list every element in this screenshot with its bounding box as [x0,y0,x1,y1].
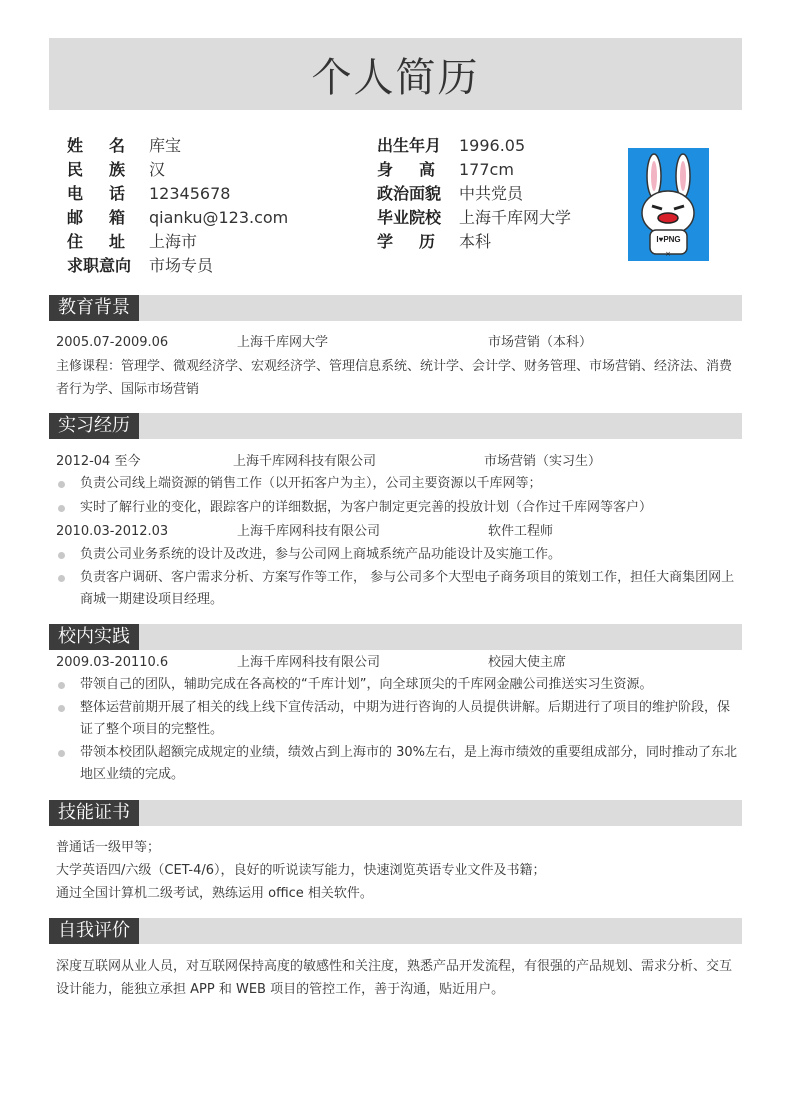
info-label: 姓 名 [67,136,125,155]
info-label: 出生年月 [377,136,442,155]
info-label: 身 高 [377,160,435,179]
section-title: 校内实践 [49,624,139,650]
campus-row [56,652,567,674]
section-title: 自我评价 [49,918,139,944]
info-value: 本科 [459,232,492,251]
title-banner [49,38,742,110]
bullet-icon [58,705,65,712]
info-job-intent [67,254,213,278]
info-value: 12345678 [149,184,231,203]
photo-caption: I♥PNG [656,235,681,244]
skill-line: 普通话一级甲等； [56,840,161,855]
section-title: 实习经历 [49,413,139,439]
bullet-icon [58,481,65,488]
bullet-icon [58,552,65,559]
info-label: 电 话 [67,184,125,203]
section-skills [49,800,742,826]
info-label: 求职意向 [67,256,132,275]
campus-role: 校园大使主席 [488,655,567,670]
list-item: 带领本校团队超额完成规定的业绩，绩效占到上海市的 30%左右，是上海市绩效的重要组成部分，同时推动了东北地区业绩的完成。 [58,742,742,786]
internship-row [56,451,602,473]
bullet-icon [58,575,65,582]
internship-role: 市场营销（实习生） [484,454,602,469]
info-ethnicity [67,158,165,182]
info-value: 177cm [459,160,514,179]
section-internship [49,413,742,439]
info-email [67,206,288,230]
info-value: qianku@123.com [149,208,289,227]
info-value: 汉 [149,160,166,179]
info-degree [377,230,491,254]
info-label: 毕业院校 [377,208,442,227]
internship-period: 2012-04 至今 [56,454,141,469]
page-title: 个人简历 [311,54,480,101]
info-value: 1996.05 [459,136,526,155]
education-row [56,332,593,354]
info-value: 上海市 [149,232,198,251]
education-courses: 主修课程：管理学、微观经济学、宏观经济学、管理信息系统、统计学、会计学、财务管理、市场营销、经济法、消费者行为学、国际市场营销 [56,359,733,397]
skill-line: 大学英语四/六级（CET-4/6），良好的听说读写能力，快速浏览英语专业文件及书籍； [56,863,546,878]
info-name [67,134,181,158]
bullet-icon [58,750,65,757]
info-label: 政治面貌 [377,184,442,203]
list-item: 负责公司线上端资源的销售工作（以开拓客户为主），公司主要资源以千库网等； [58,473,742,495]
info-political [377,182,523,206]
education-period: 2005.07-2009.06 [56,335,169,350]
internship-company: 上海千库网科技有限公司 [233,454,377,469]
section-campus [49,624,742,650]
info-label: 住 址 [67,232,125,251]
list-item: 实时了解行业的变化，跟踪客户的详细数据，为客户制定更完善的投放计划（合作过千库网等客户） [58,497,742,519]
bullet-icon [58,505,65,512]
campus-period: 2009.03-20110.6 [56,655,169,670]
list-item: 带领自己的团队，辅助完成在各高校的“千库计划”，向全球顶尖的千库网金融公司推送实习生资源。 [58,674,742,696]
internship-company: 上海千库网科技有限公司 [237,524,381,539]
info-value: 市场专员 [149,256,214,275]
info-label: 学 历 [377,232,435,251]
internship-row [56,521,554,543]
internship-period: 2010.03-2012.03 [56,524,169,539]
rabbit-mascot-icon [628,148,709,261]
list-item: 整体运营前期开展了相关的线上线下宣传活动，中期为进行咨询的人员提供讲解。后期进行了项目的维护阶段，保证了整个项目的完整性。 [58,697,742,741]
section-title: 教育背景 [49,295,139,321]
info-label: 民 族 [67,160,125,179]
self-evaluation-text: 深度互联网从业人员，对互联网保持高度的敏感性和关注度，熟悉产品开发流程，有很强的产品规划、需求分析、交互设计能力，能独立承担 APP 和 WEB 项目的管控工作，善于沟通，贴近用户。 [56,959,733,997]
section-self-evaluation [49,918,742,944]
info-height [377,158,514,182]
info-address [67,230,197,254]
education-school: 上海千库网大学 [237,335,329,350]
list-item: 负责公司业务系统的设计及改进，参与公司网上商城系统产品功能设计及实施工作。 [58,544,742,566]
info-value: 中共党员 [459,184,524,203]
info-label: 邮 箱 [67,208,125,227]
info-value: 库宝 [149,136,182,155]
internship-role: 软件工程师 [488,524,554,539]
section-title: 技能证书 [49,800,139,826]
skill-line: 通过全国计算机二级考试，熟练运用 office 相关软件。 [56,886,373,901]
info-phone [67,182,230,206]
bullet-icon [58,682,65,689]
campus-company: 上海千库网科技有限公司 [237,655,381,670]
profile-photo [628,148,709,261]
svg-text:×: × [665,250,671,258]
section-education [49,295,742,321]
education-major: 市场营销（本科） [488,335,593,350]
info-value: 上海千库网大学 [459,208,572,227]
info-birth [377,134,525,158]
info-school [377,206,571,230]
list-item: 负责客户调研、客户需求分析、方案写作等工作， 参与公司多个大型电子商务项目的策划工作，担任大商集团网上商城一期建设项目经理。 [58,567,742,611]
